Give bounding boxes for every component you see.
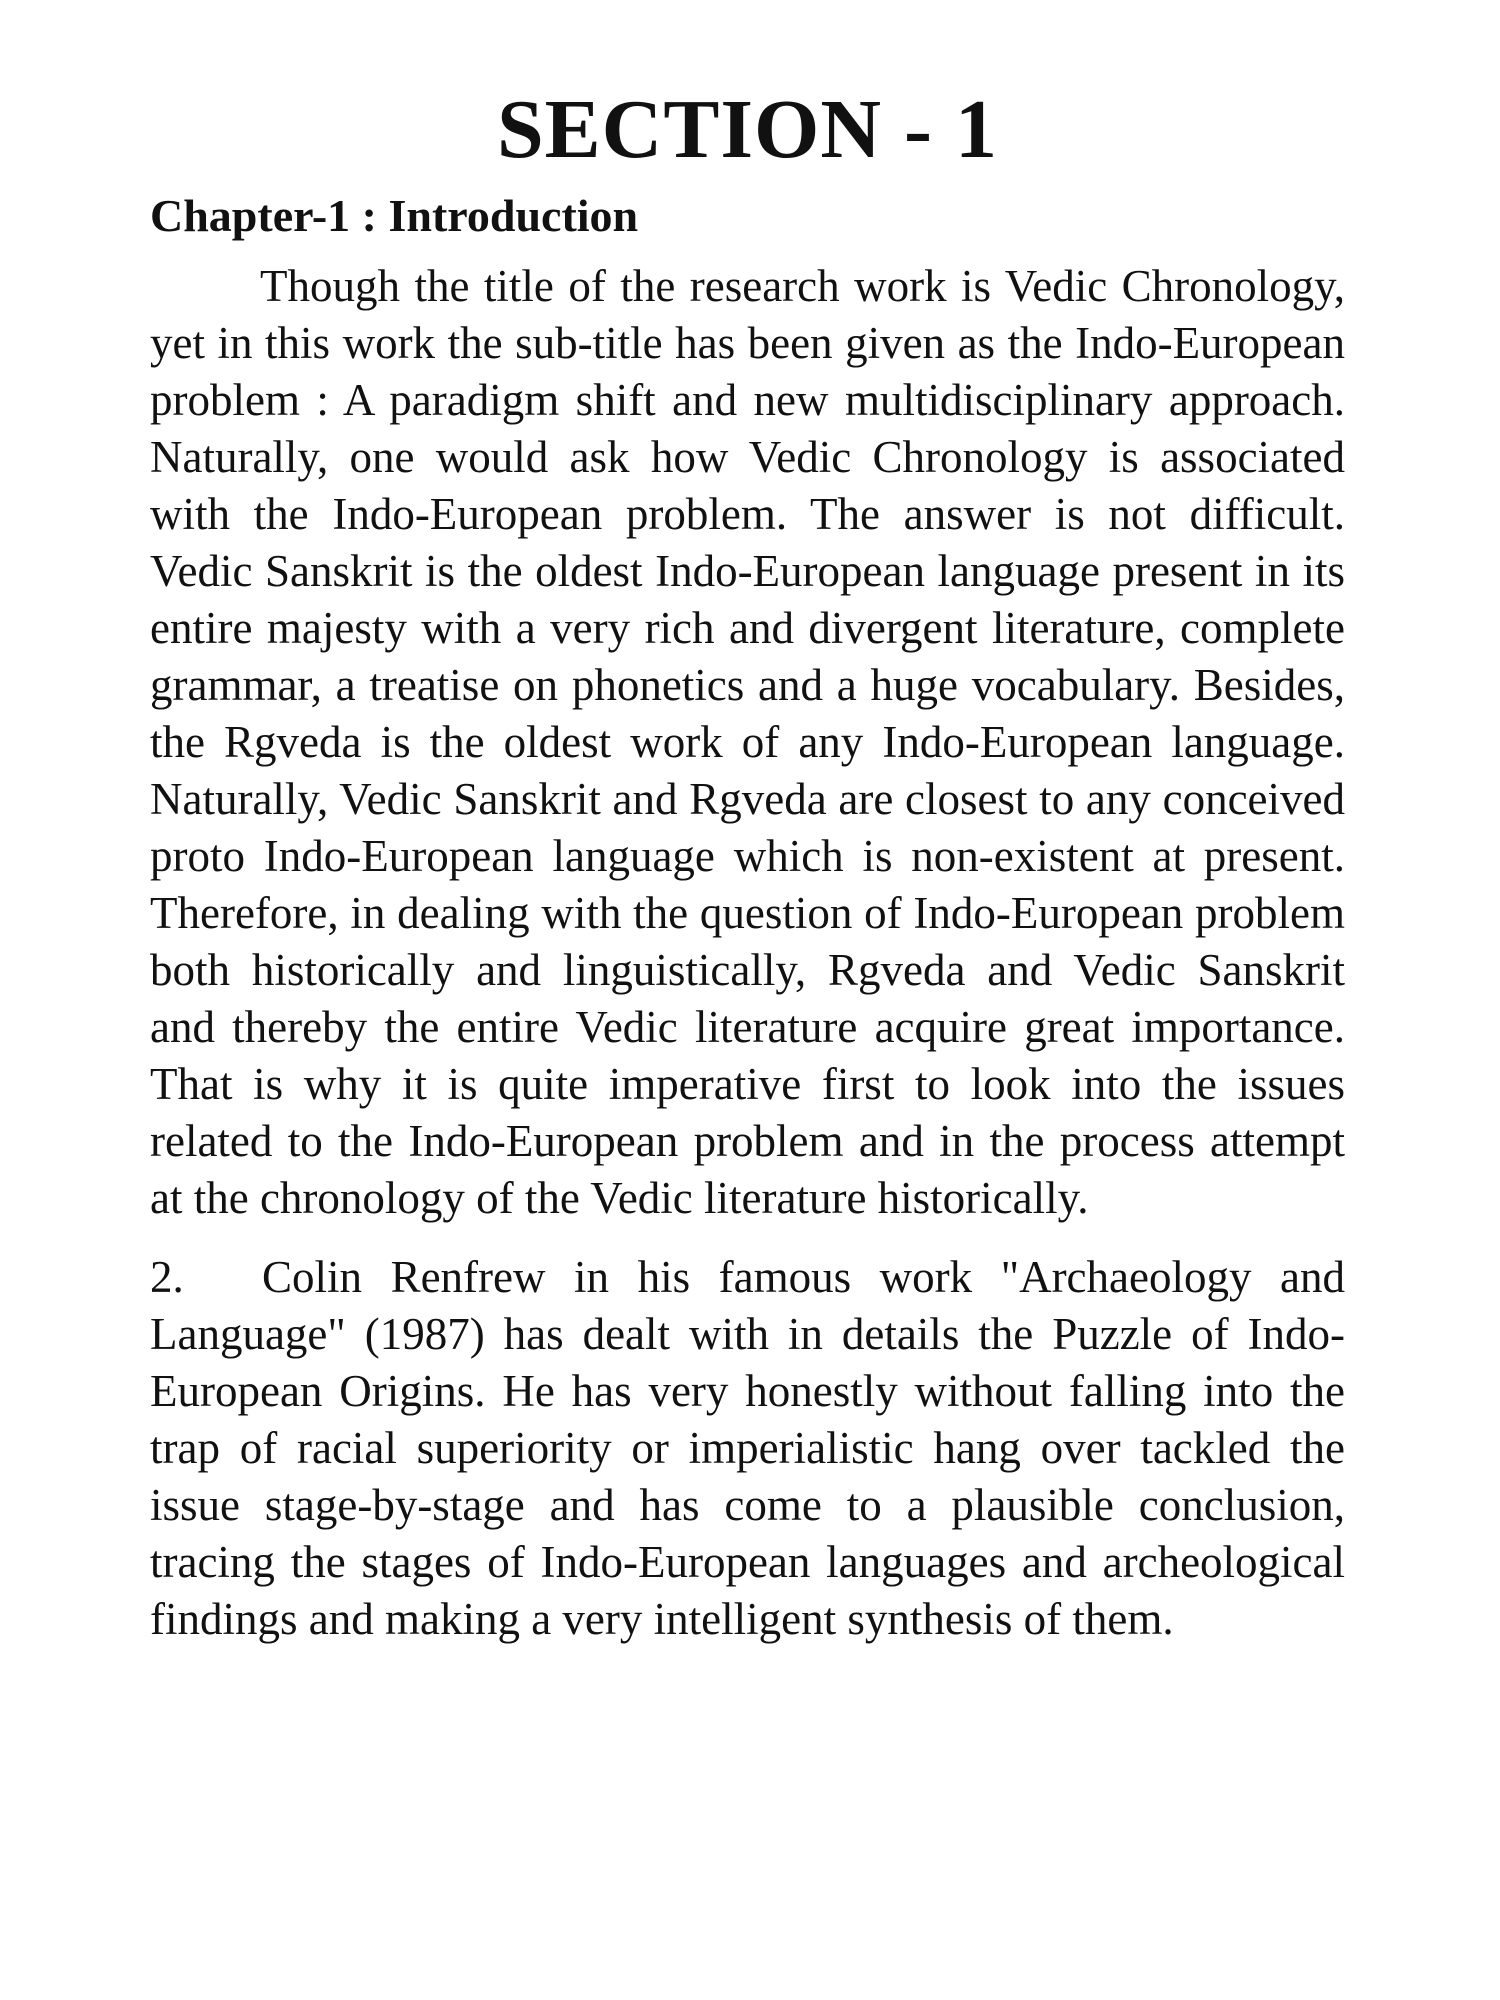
chapter-heading: Chapter-1 : Introduction xyxy=(150,190,639,241)
paragraph-2 xyxy=(150,1249,1345,1648)
paragraph-2-number: 2. xyxy=(150,1252,184,1302)
document-page xyxy=(150,80,1345,1648)
paragraph-2-text: Colin Renfrew in his famous work "Archaeology and Language" (1987) has dealt with in details the Puzzle of Indo-European Origins. He has very honestly without falling into the trap of racial superiority or imperialistic hang over tackled the issue stage-by-stage and has come to a plausible conclusion, tracing the stages of Indo-European languages and archeological findings and making a very intelligent synthesis of them. xyxy=(150,1252,1345,1644)
paragraph-1 xyxy=(150,258,1345,1227)
section-heading: SECTION - 1 xyxy=(496,83,999,176)
paragraph-1-text: Though the title of the research work is Vedic Chronology, yet in this work the sub-title has been given as the Indo-European problem : A paradigm shift and new multidisciplinary approach. Naturally, one would ask how Vedic Chronology is associated with the Indo-European problem. The answer is not difficult. Vedic Sanskrit is the oldest Indo-European language present in its entire majesty with a very rich and divergent literature, complete grammar, a treatise on phonetics and a huge vocabulary. Besides, the Rgveda is the oldest work of any Indo-European language. Naturally, Vedic Sanskrit and Rgveda are closest to any conceived proto Indo-European language which is non-existent at present. Therefore, in dealing with the question of Indo-European problem both historically and linguistically, Rgveda and Vedic Sanskrit and thereby the entire Vedic literature acquire great importance. That is why it is quite imperative first to look into the issues related to the Indo-European problem and in the process attempt at the chronology of the Vedic literature historically. xyxy=(150,261,1345,1223)
